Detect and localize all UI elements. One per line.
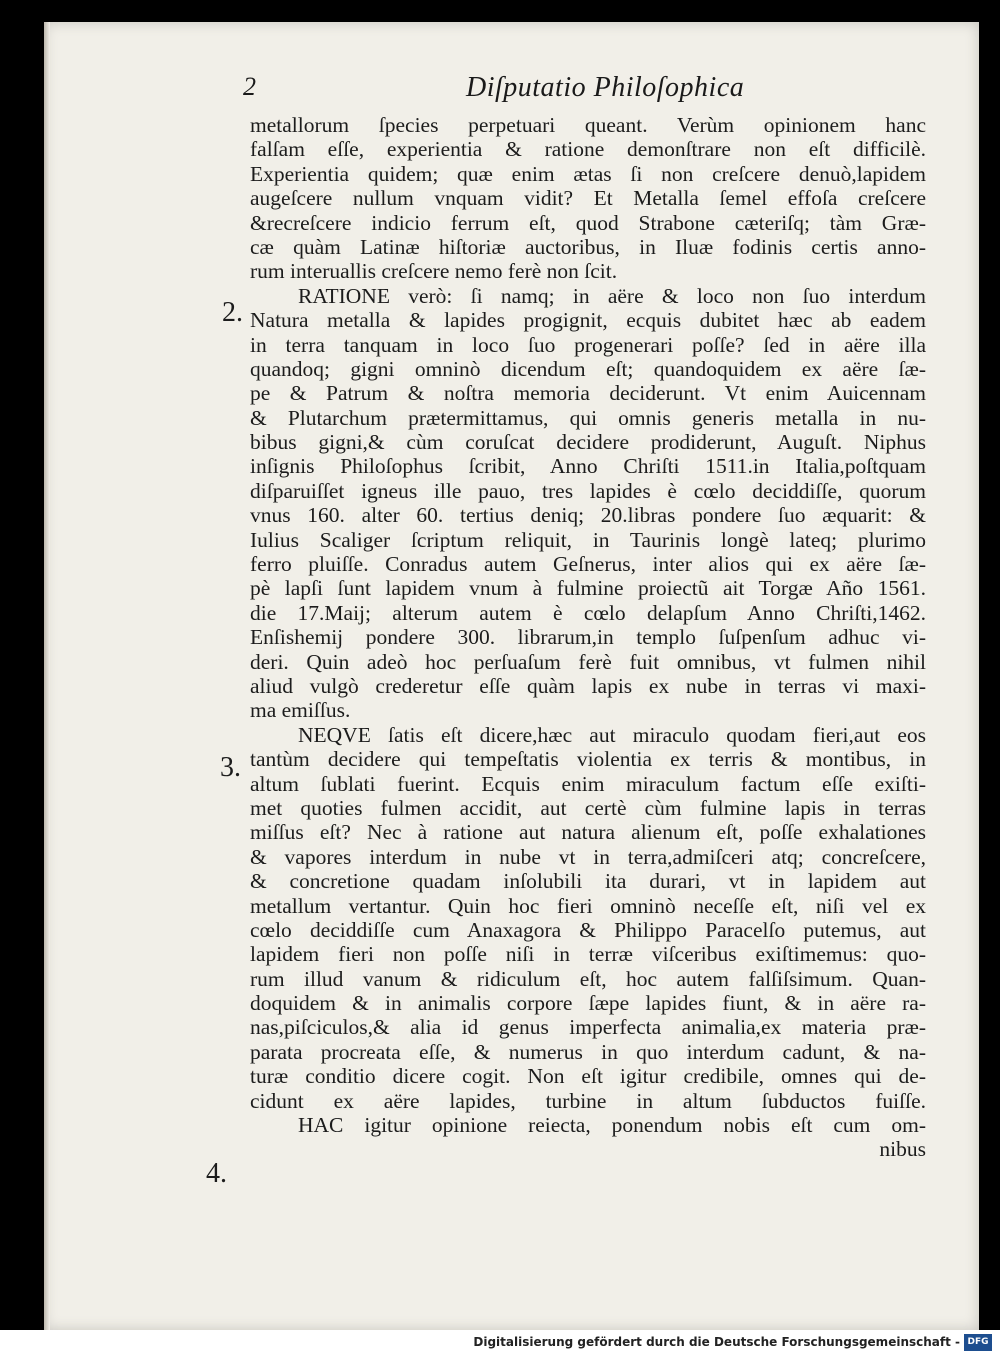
text-line: parata procreata eſſe, & numerus in quo interdum cadunt, & na- [250, 1039, 926, 1064]
text-line: die 17.Maij; alterum autem è cœlo delapſum Anno Chriſti,1462. [250, 600, 926, 625]
text-line: met quoties fulmen accidit, aut certè cùm fulmine lapis in terras [250, 795, 926, 820]
text-line: nas,piſciculos,& alia id genus imperfecta animalia,ex materia præ- [250, 1015, 926, 1040]
dfg-logo-icon: DFG [964, 1334, 992, 1351]
text-line: lapidem fieri non poſſe niſi in terræ viſceribus exiſtimemus: quo- [250, 942, 926, 967]
text-line: altum ſublati fuerint. Ecquis enim miraculum factum eſſe exiſti- [250, 771, 926, 796]
text-line: turæ conditio dicere cogit. Non eſt igitur credibile, omnes qui de- [250, 1064, 926, 1089]
footer-credit: Digitalisierung gefördert durch die Deutsche Forschungsgemeinschaft - [473, 1335, 960, 1349]
text-line: in terra tanquam in loco ſuo progenerari poſſe? ſed in aëre illa [250, 332, 926, 357]
paragraph-number-4: 4. [206, 1158, 227, 1189]
text-line: pè lapſi ſunt lapidem vnum à fulmine proiectũ ait Torgæ Año 1561. [250, 576, 926, 601]
paragraph-number-3: 3. [220, 752, 241, 783]
text-line: Experientia quidem; quæ enim ætas ſi non creſcere denuò,lapidem [250, 161, 926, 186]
text-line: RATIONE verò: ſi namq; in aëre & loco non ſuo interdum [298, 283, 926, 308]
text-line: metallorum ſpecies perpetuari queant. Verùm opinionem hanc [250, 113, 926, 137]
text-line: falſam eſſe, experientia & ratione demonſtrare non eſt difficilè. [250, 137, 926, 162]
text-line: NEQVE ſatis eſt dicere,hæc aut miraculo quodam fieri,aut eos [298, 722, 926, 747]
text-line: pe & Patrum & noſtra memoria deciderunt. Vt enim Auicennam [250, 381, 926, 406]
text-line: inſignis Philoſophus ſcribit, Anno Chriſti 1511.in Italia,poſtquam [250, 454, 926, 479]
text-line: Enſishemij pondere 300. librarum,in templo ſuſpenſum adhuc vi- [250, 625, 926, 650]
text-line: doquidem & in animalis corpore ſæpe lapides fiunt, & in aëre ra- [250, 991, 926, 1016]
text-line: HAC igitur opinione reiecta, ponendum nobis eſt cum om- [298, 1113, 926, 1138]
catchword: nibus [879, 1137, 926, 1162]
page-number: 2 [243, 72, 256, 101]
text-line: quandoq; gigni omninò dicendum eſt; quandoquidem ex aëre ſæ- [250, 356, 926, 381]
paragraph-number-2: 2. [222, 297, 243, 328]
text-line: metallum vertantur. Quin hoc fieri omninò neceſſe eſt, niſi vel ex [250, 893, 926, 918]
text-line: Iulius Scaliger ſcriptum reliquit, in Taurinis longè lateq; plurimo [250, 527, 926, 552]
text-line: deri. Quin adeò hoc perſuaſum ferè fuit omnibus, vt fulmen nihil [250, 649, 926, 674]
text-line: & vapores interdum in nube vt in terra,admiſceri atq; concreſcere, [250, 844, 926, 869]
text-line: vnus 160. alter 60. tertius deniq; 20.libras pondere ſuo æquarit: & [250, 503, 926, 528]
running-title: Diſputatio Philoſophica [466, 72, 745, 103]
text-line: aliud vulgò crederetur eſſe quàm lapis ex nube in terras vi maxi- [250, 673, 926, 698]
page-gutter-shadow [44, 22, 50, 1330]
digitization-footer [0, 1330, 1000, 1356]
text-line: rum interuallis creſcere nemo ferè non ſcit. [250, 259, 618, 284]
text-line: cæ quàm Latinæ hiſtoriæ auctoribus, in Iluæ fodinis certis anno- [250, 234, 926, 259]
text-line: diſparuiſſet igneus ille pauo, tres lapides è cœlo deciddiſſe, quorum [250, 478, 926, 503]
text-line: augeſcere nullum vnquam vidit? Et Metalla ſemel effoſa creſcere [250, 186, 926, 211]
text-line: ma emiſſus. [250, 698, 351, 723]
text-line: & Plutarchum prætermittamus, qui omnis generis metalla in nu- [250, 405, 926, 430]
text-line: tantùm decidere qui tempeſtatis violentia ex terris & montibus, in [250, 747, 926, 772]
text-line: cidunt ex aëre lapides, turbine in altum ſubductos fuiſſe. [250, 1088, 926, 1113]
text-line: cœlo deciddiſſe cum Anaxagora & Philippo Paracelſo putemus, aut [250, 917, 926, 942]
text-line: rum illud vanum & ridiculum eſt, hoc autem falſiſsimum. Quan- [250, 966, 926, 991]
text-line: & concretione quadam inſolubili ita durari, vt in lapidem aut [250, 869, 926, 894]
running-head [0, 72, 1000, 112]
text-line: Natura metalla & lapides progignit, ecquis dubitet hæc ab eadem [250, 308, 926, 333]
text-line: &recreſcere indicio ferrum eſt, quod Strabone cæteriſq; tàm Græ- [250, 210, 926, 235]
text-line: miſſus eſt? Nec à ratione aut natura alienum eſt, poſſe exhalationes [250, 820, 926, 845]
body-text [250, 113, 926, 1162]
text-line: bibus gigni,& cùm coruſcat decidere prodiderunt, Auguſt. Niphus [250, 430, 926, 455]
text-line: ferro pluiſſe. Conradus autem Geſnerus, inter alios qui ex aëre ſæ- [250, 552, 926, 577]
